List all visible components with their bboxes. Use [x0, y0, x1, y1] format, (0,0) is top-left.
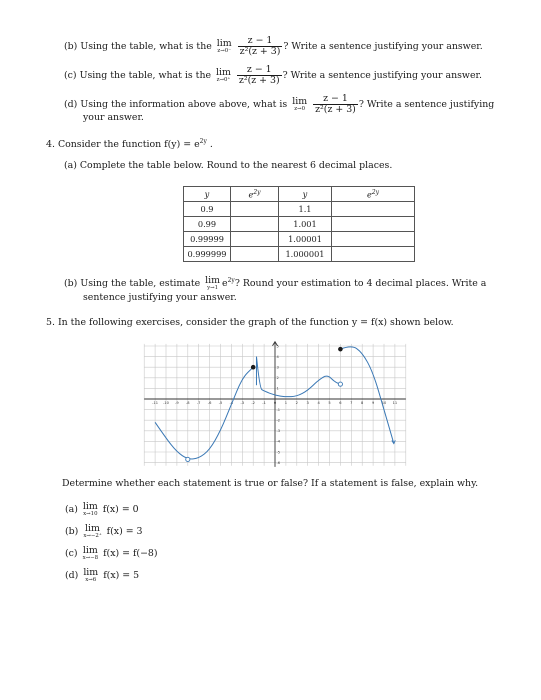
open-dot [338, 382, 342, 386]
y-tick-label: -1 [276, 407, 281, 412]
curve-segment [256, 354, 340, 397]
y-tick-label: 4 [276, 354, 279, 359]
table-header: y [279, 187, 332, 202]
x-tick-label: -5 [218, 401, 223, 405]
x-tick-label: 8 [361, 401, 364, 405]
q3-part-b: (b) Using the table, what is the lim z→0⁻ $\frac{z - 1}{\text{z²(z + 3)}}$ ? Write a sentence justifying your answer. [64, 35, 483, 57]
curve-segment [155, 367, 253, 459]
question-4b: (b) Using the table, estimate lim y→1 $e^{2y}$? Round your estimation to 4 decimal places. Write a [64, 275, 487, 292]
x-tick-label: -3 [240, 401, 245, 405]
y-tick-label: 2 [276, 376, 279, 381]
limit-notation: lim z→0⁻ [216, 38, 232, 54]
x-tick-label: -6 [207, 401, 212, 405]
fraction: $\frac{z - 1}{\text{z²(z + 3)}}$ [238, 64, 280, 86]
statement-b: (b) lim x→−2⁺ f(x) = 3 [65, 523, 143, 539]
question-5: 5. In the following exercises, consider the graph of the function y = f(x) shown below. [46, 317, 454, 328]
limit-notation: lim x→10 [82, 501, 98, 517]
open-dot [186, 457, 190, 461]
statement-d: (d) lim x→6 f(x) = 5 [65, 567, 140, 583]
x-tick-label: 6 [339, 401, 342, 405]
closed-dot [251, 365, 256, 370]
x-tick-label: 1 [284, 401, 288, 405]
y-tick-label: -4 [276, 439, 281, 444]
x-tick-label: 9 [371, 401, 375, 405]
x-tick-label: 2 [295, 401, 298, 405]
x-tick-label: -2 [251, 401, 255, 405]
x-tick-label: 7 [350, 401, 353, 405]
y-tick-label: -3 [276, 429, 281, 434]
y-tick-label: 3 [276, 365, 279, 370]
table-row: 0.99999 1.00001 [184, 232, 415, 247]
y-tick-label: -2 [276, 418, 281, 423]
x-tick-label: -7 [196, 401, 201, 405]
limit-notation: lim z→0⁺ [216, 67, 231, 83]
y-tick-label: -5 [276, 450, 281, 455]
table-row: 0.9 1.1 [184, 202, 415, 217]
question-5-prompt: Determine whether each statement is true or false? If a statement is false, explain why. [62, 478, 479, 489]
table-header: $e^{2y}$ [332, 187, 415, 202]
y-tick-label: 5 [276, 344, 279, 349]
limit-notation: lim x→−2⁺ [83, 523, 102, 539]
limit-notation: lim z→0 [292, 96, 308, 112]
statement-c: (c) lim x→−8 f(x) = f(−8) [65, 545, 158, 561]
x-tick-label: 3 [306, 401, 309, 405]
table-row: 0.999999 1.000001 [184, 247, 415, 262]
question-4: 4. Consider the function $f(y) = e^{2y}$ . [46, 138, 213, 151]
question-4b-continuation: sentence justifying your answer. [83, 292, 237, 303]
x-tick-label: 10 [381, 401, 387, 405]
x-tick-label: -10 [163, 401, 169, 405]
y-tick-label: -6 [276, 460, 281, 465]
fraction: $\frac{z - 1}{\text{z²(z + 3)}}$ [315, 93, 356, 115]
q3-part-c: (c) Using the table, what is the lim z→0⁺ $\frac{z - 1}{\text{z²(z + 3)}}$ ? Write a sentence justifying your answer. [64, 64, 482, 86]
table-header: y [184, 187, 231, 202]
x-tick-label: -8 [186, 401, 190, 405]
x-tick-label: -1 [262, 401, 266, 405]
x-tick-label: -9 [175, 401, 179, 405]
q3-part-d-continuation: your answer. [83, 112, 144, 123]
x-tick-label: 4 [317, 401, 320, 405]
fraction: $\frac{z - 1}{\text{z²(z + 3)}}$ [239, 35, 281, 57]
q3-part-d: (d) Using the information above above, what is lim z→0 $\frac{z - 1}{\text{z²(z + 3)}}$ ? Write a sentence justifying [64, 93, 495, 115]
statement-a: (a) lim x→10 f(x) = 0 [65, 501, 139, 517]
table-header: $e^{2y}$ [231, 187, 279, 202]
x-tick-label: -4 [229, 401, 234, 405]
table-row: 0.99 1.001 [184, 217, 415, 232]
x-tick-label: 11 [392, 401, 398, 405]
x-tick-label: 5 [328, 401, 331, 405]
curve-segment [340, 347, 393, 444]
limit-notation: lim x→−8 [82, 545, 99, 561]
x-tick-label: 0 [273, 401, 277, 405]
question-4a: (a) Complete the table below. Round to the nearest 6 decimal places. [64, 160, 393, 171]
limit-notation: lim y→1 [205, 275, 221, 292]
closed-dot [338, 347, 343, 352]
limit-notation: lim x→6 [83, 567, 99, 583]
y-tick-label: 1 [276, 386, 279, 391]
x-tick-label: -11 [152, 401, 159, 405]
